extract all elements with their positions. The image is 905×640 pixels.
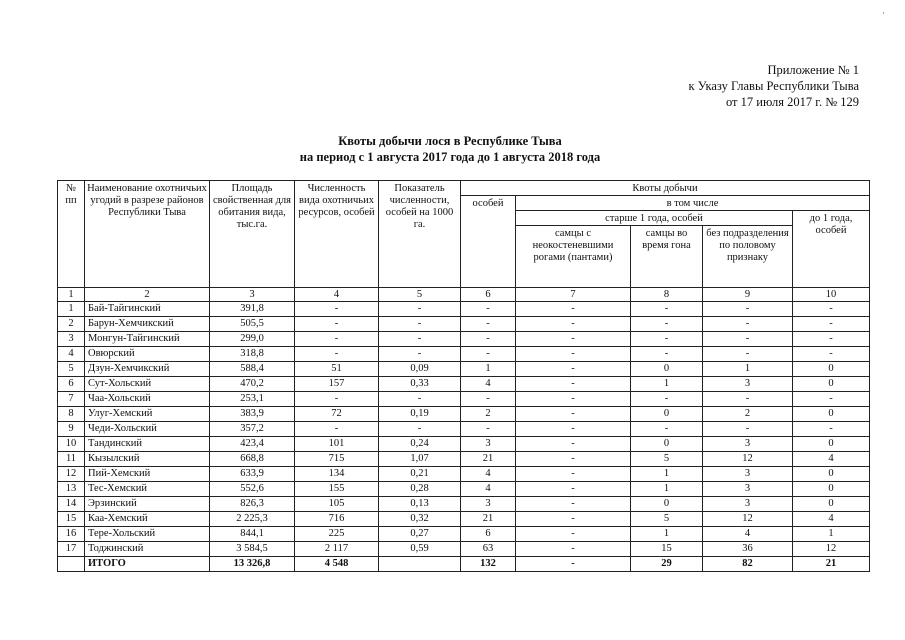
table-cell: 423,4 [210,437,295,452]
table-cell: - [516,392,631,407]
appendix-line-2: к Указу Главы Республики Тыва [688,79,859,93]
table-cell: - [793,317,870,332]
table-cell: - [516,437,631,452]
table-cell: 0 [793,497,870,512]
table-cell: 3 584,5 [210,542,295,557]
table-cell: 4 [703,527,793,542]
district-name-cell: Монгун-Тайгинский [85,332,210,347]
table-cell: 383,9 [210,407,295,422]
table-row [58,407,870,422]
column-number: 10 [793,288,870,302]
table-row [58,392,870,407]
table-cell: 0 [793,482,870,497]
table-cell: - [516,362,631,377]
table-cell: 72 [295,407,379,422]
table-cell: 21 [461,452,516,467]
table-cell: - [379,347,461,362]
table-cell: 101 [295,437,379,452]
total-row [58,557,870,572]
table-cell: - [461,302,516,317]
district-name-cell: Тоджинский [85,542,210,557]
table-cell: - [631,347,703,362]
table-row [58,302,870,317]
table-cell: 0 [793,467,870,482]
district-name-cell: Барун-Хемчикский [85,317,210,332]
table-cell: 12 [703,512,793,527]
table-cell: 0,32 [379,512,461,527]
table-cell: - [516,482,631,497]
table-cell: 1 [58,302,85,317]
table-cell: - [379,302,461,317]
table-cell: 3 [703,482,793,497]
table-cell: 12 [58,467,85,482]
district-name-cell: Чеди-Хольский [85,422,210,437]
table-cell: 3 [58,332,85,347]
table-row [58,512,870,527]
table-cell: - [461,422,516,437]
table-cell: 105 [295,497,379,512]
table-cell: - [295,302,379,317]
table-cell: 1 [631,467,703,482]
table-row [58,467,870,482]
table-cell: 1 [793,527,870,542]
table-cell: - [631,422,703,437]
quota-table [57,180,870,572]
table-cell: - [379,422,461,437]
table-cell: 63 [461,542,516,557]
table-cell: 2 117 [295,542,379,557]
table-cell: - [793,422,870,437]
table-cell: - [516,467,631,482]
header-including: в том числе [516,196,870,211]
table-cell: - [631,392,703,407]
table-cell: - [461,332,516,347]
total-cell: 13 326,8 [210,557,295,572]
table-cell: 844,1 [210,527,295,542]
table-cell: 716 [295,512,379,527]
table-row [58,362,870,377]
column-number: 6 [461,288,516,302]
column-number: 9 [703,288,793,302]
table-cell: - [703,302,793,317]
header-under-one: до 1 года, особей [793,211,870,288]
header-count: Численность вида охотничьих ресурсов, особей [295,181,379,288]
table-cell: 10 [58,437,85,452]
table-cell: 3 [703,437,793,452]
table-cell: 9 [58,422,85,437]
table-cell: 13 [58,482,85,497]
table-cell: - [516,452,631,467]
total-cell: - [516,557,631,572]
table-cell: 588,4 [210,362,295,377]
header-name: Наименование охотничьих угодий в разрезе районов Республики Тыва [85,181,210,288]
appendix-line-3: от 17 июля 2017 г. № 129 [725,95,859,109]
table-cell: 225 [295,527,379,542]
table-row [58,317,870,332]
district-name-cell: Сут-Хольский [85,377,210,392]
total-cell [58,557,85,572]
table-cell: 4 [461,377,516,392]
table-cell: 0,13 [379,497,461,512]
table-cell: - [461,392,516,407]
table-cell: 2 [58,317,85,332]
column-number: 3 [210,288,295,302]
corner-mark: · [882,8,885,18]
table-cell: - [516,497,631,512]
table-cell: 3 [703,497,793,512]
table-cell: 357,2 [210,422,295,437]
table-cell: - [516,302,631,317]
table-cell: 1 [461,362,516,377]
table-cell: - [793,392,870,407]
table-cell: 0,33 [379,377,461,392]
table-cell: 0,21 [379,467,461,482]
table-cell: 0 [631,497,703,512]
header-males-rut: самцы во время гона [631,226,703,288]
table-cell: 4 [461,467,516,482]
table-cell: - [516,422,631,437]
table-cell: 4 [793,512,870,527]
appendix-block [599,62,859,110]
table-cell: 318,8 [210,347,295,362]
table-cell: - [703,347,793,362]
table-cell: 1,07 [379,452,461,467]
total-cell: 21 [793,557,870,572]
table-cell: 21 [461,512,516,527]
total-cell: 82 [703,557,793,572]
table-cell: 157 [295,377,379,392]
table-cell: - [703,392,793,407]
title-line-1: Квоты добычи лося в Республике Тыва [338,134,562,148]
district-name-cell: Тес-Хемский [85,482,210,497]
header-individuals: особей [461,196,516,288]
table-cell: 8 [58,407,85,422]
column-number: 7 [516,288,631,302]
table-cell: - [461,317,516,332]
table-cell: - [516,332,631,347]
district-name-cell: Кызылский [85,452,210,467]
table-cell: 0 [793,377,870,392]
table-cell: - [516,407,631,422]
district-name-cell: Овюрский [85,347,210,362]
table-cell: 668,8 [210,452,295,467]
table-row [58,377,870,392]
table-cell: 299,0 [210,332,295,347]
table-cell: 11 [58,452,85,467]
column-number: 1 [58,288,85,302]
table-cell: 12 [703,452,793,467]
total-cell: 4 548 [295,557,379,572]
total-cell: 29 [631,557,703,572]
header-density: Показатель численности, особей на 1000 га. [379,181,461,288]
table-cell: 0 [793,437,870,452]
table-row [58,332,870,347]
table-cell: 0 [631,362,703,377]
district-name-cell: Бай-Тайгинский [85,302,210,317]
total-label: ИТОГО [85,557,210,572]
table-cell: 552,6 [210,482,295,497]
table-cell: 3 [461,437,516,452]
table-cell: - [631,302,703,317]
table-cell: - [379,317,461,332]
table-cell: 2 225,3 [210,512,295,527]
column-number-row [58,288,870,302]
table-cell: 51 [295,362,379,377]
table-cell: - [793,332,870,347]
table-cell: - [793,347,870,362]
table-cell: - [516,317,631,332]
table-cell: 14 [58,497,85,512]
column-number: 4 [295,288,379,302]
table-cell: 0,24 [379,437,461,452]
table-cell: 0 [631,437,703,452]
header-older: старше 1 года, особей [516,211,793,226]
table-cell: 0 [631,407,703,422]
table-cell: - [295,317,379,332]
total-cell: 132 [461,557,516,572]
table-row [58,347,870,362]
table-cell: - [516,347,631,362]
table-cell: - [516,512,631,527]
table-row [58,452,870,467]
table-cell: - [631,332,703,347]
table-row [58,437,870,452]
table-cell: 2 [461,407,516,422]
table-cell: 0,59 [379,542,461,557]
table-cell: 0,19 [379,407,461,422]
table-cell: - [516,542,631,557]
table-cell: 2 [703,407,793,422]
table-cell: - [516,377,631,392]
title-line-2: на период с 1 августа 2017 года до 1 августа 2018 года [299,150,601,164]
table-cell: 134 [295,467,379,482]
table-cell: 3 [461,497,516,512]
header-num: № пп [58,181,85,288]
table-cell: 5 [631,512,703,527]
table-cell: - [631,317,703,332]
appendix-line-1: Приложение № 1 [767,63,859,77]
table-row [58,422,870,437]
table-cell: 4 [461,482,516,497]
table-cell: 1 [631,377,703,392]
table-cell: 16 [58,527,85,542]
table-cell: - [379,332,461,347]
table-cell: 391,8 [210,302,295,317]
table-cell: 0 [793,362,870,377]
district-name-cell: Пий-Хемский [85,467,210,482]
table-cell: 253,1 [210,392,295,407]
table-cell: - [295,422,379,437]
table-cell: 0,28 [379,482,461,497]
table-cell: 470,2 [210,377,295,392]
document-title [180,133,720,165]
table-row [58,482,870,497]
total-cell [379,557,461,572]
table-row [58,542,870,557]
table-cell: 6 [58,377,85,392]
table-cell: 3 [703,377,793,392]
header-males-antlers: самцы с неокостеневшими рогами (пантами) [516,226,631,288]
table-cell: - [516,527,631,542]
table-cell: - [703,332,793,347]
table-cell: 4 [58,347,85,362]
table-cell: 1 [631,527,703,542]
table-cell: 3 [703,467,793,482]
district-name-cell: Дзун-Хемчикский [85,362,210,377]
table-cell: - [379,392,461,407]
table-cell: - [703,422,793,437]
district-name-cell: Эрзинский [85,497,210,512]
table-cell: 15 [631,542,703,557]
table-cell: 0,27 [379,527,461,542]
table-cell: 5 [58,362,85,377]
table-cell: 5 [631,452,703,467]
table-cell: 0 [793,407,870,422]
table-cell: - [461,347,516,362]
table-cell: 1 [703,362,793,377]
header-no-sex: без подразделения по половому признаку [703,226,793,288]
table-row [58,527,870,542]
table-cell: 0,09 [379,362,461,377]
table-cell: - [793,302,870,317]
table-cell: 6 [461,527,516,542]
table-cell: 7 [58,392,85,407]
table-cell: - [295,347,379,362]
column-number: 2 [85,288,210,302]
table-row [58,497,870,512]
header-quotas: Квоты добычи [461,181,870,196]
header-area: Площадь свойственная для обитания вида, тыс.га. [210,181,295,288]
table-cell: 155 [295,482,379,497]
district-name-cell: Чаа-Хольский [85,392,210,407]
table-cell: 826,3 [210,497,295,512]
column-number: 5 [379,288,461,302]
district-name-cell: Улуг-Хемский [85,407,210,422]
table-cell: 633,9 [210,467,295,482]
table-cell: - [703,317,793,332]
table-cell: 1 [631,482,703,497]
district-name-cell: Тере-Хольский [85,527,210,542]
district-name-cell: Каа-Хемский [85,512,210,527]
table-cell: 17 [58,542,85,557]
table-cell: - [295,332,379,347]
table-cell: 4 [793,452,870,467]
table-cell: - [295,392,379,407]
table-cell: 715 [295,452,379,467]
table-cell: 505,5 [210,317,295,332]
table-cell: 12 [793,542,870,557]
table-cell: 15 [58,512,85,527]
column-number: 8 [631,288,703,302]
table-body [58,302,870,572]
district-name-cell: Тандинский [85,437,210,452]
table-cell: 36 [703,542,793,557]
